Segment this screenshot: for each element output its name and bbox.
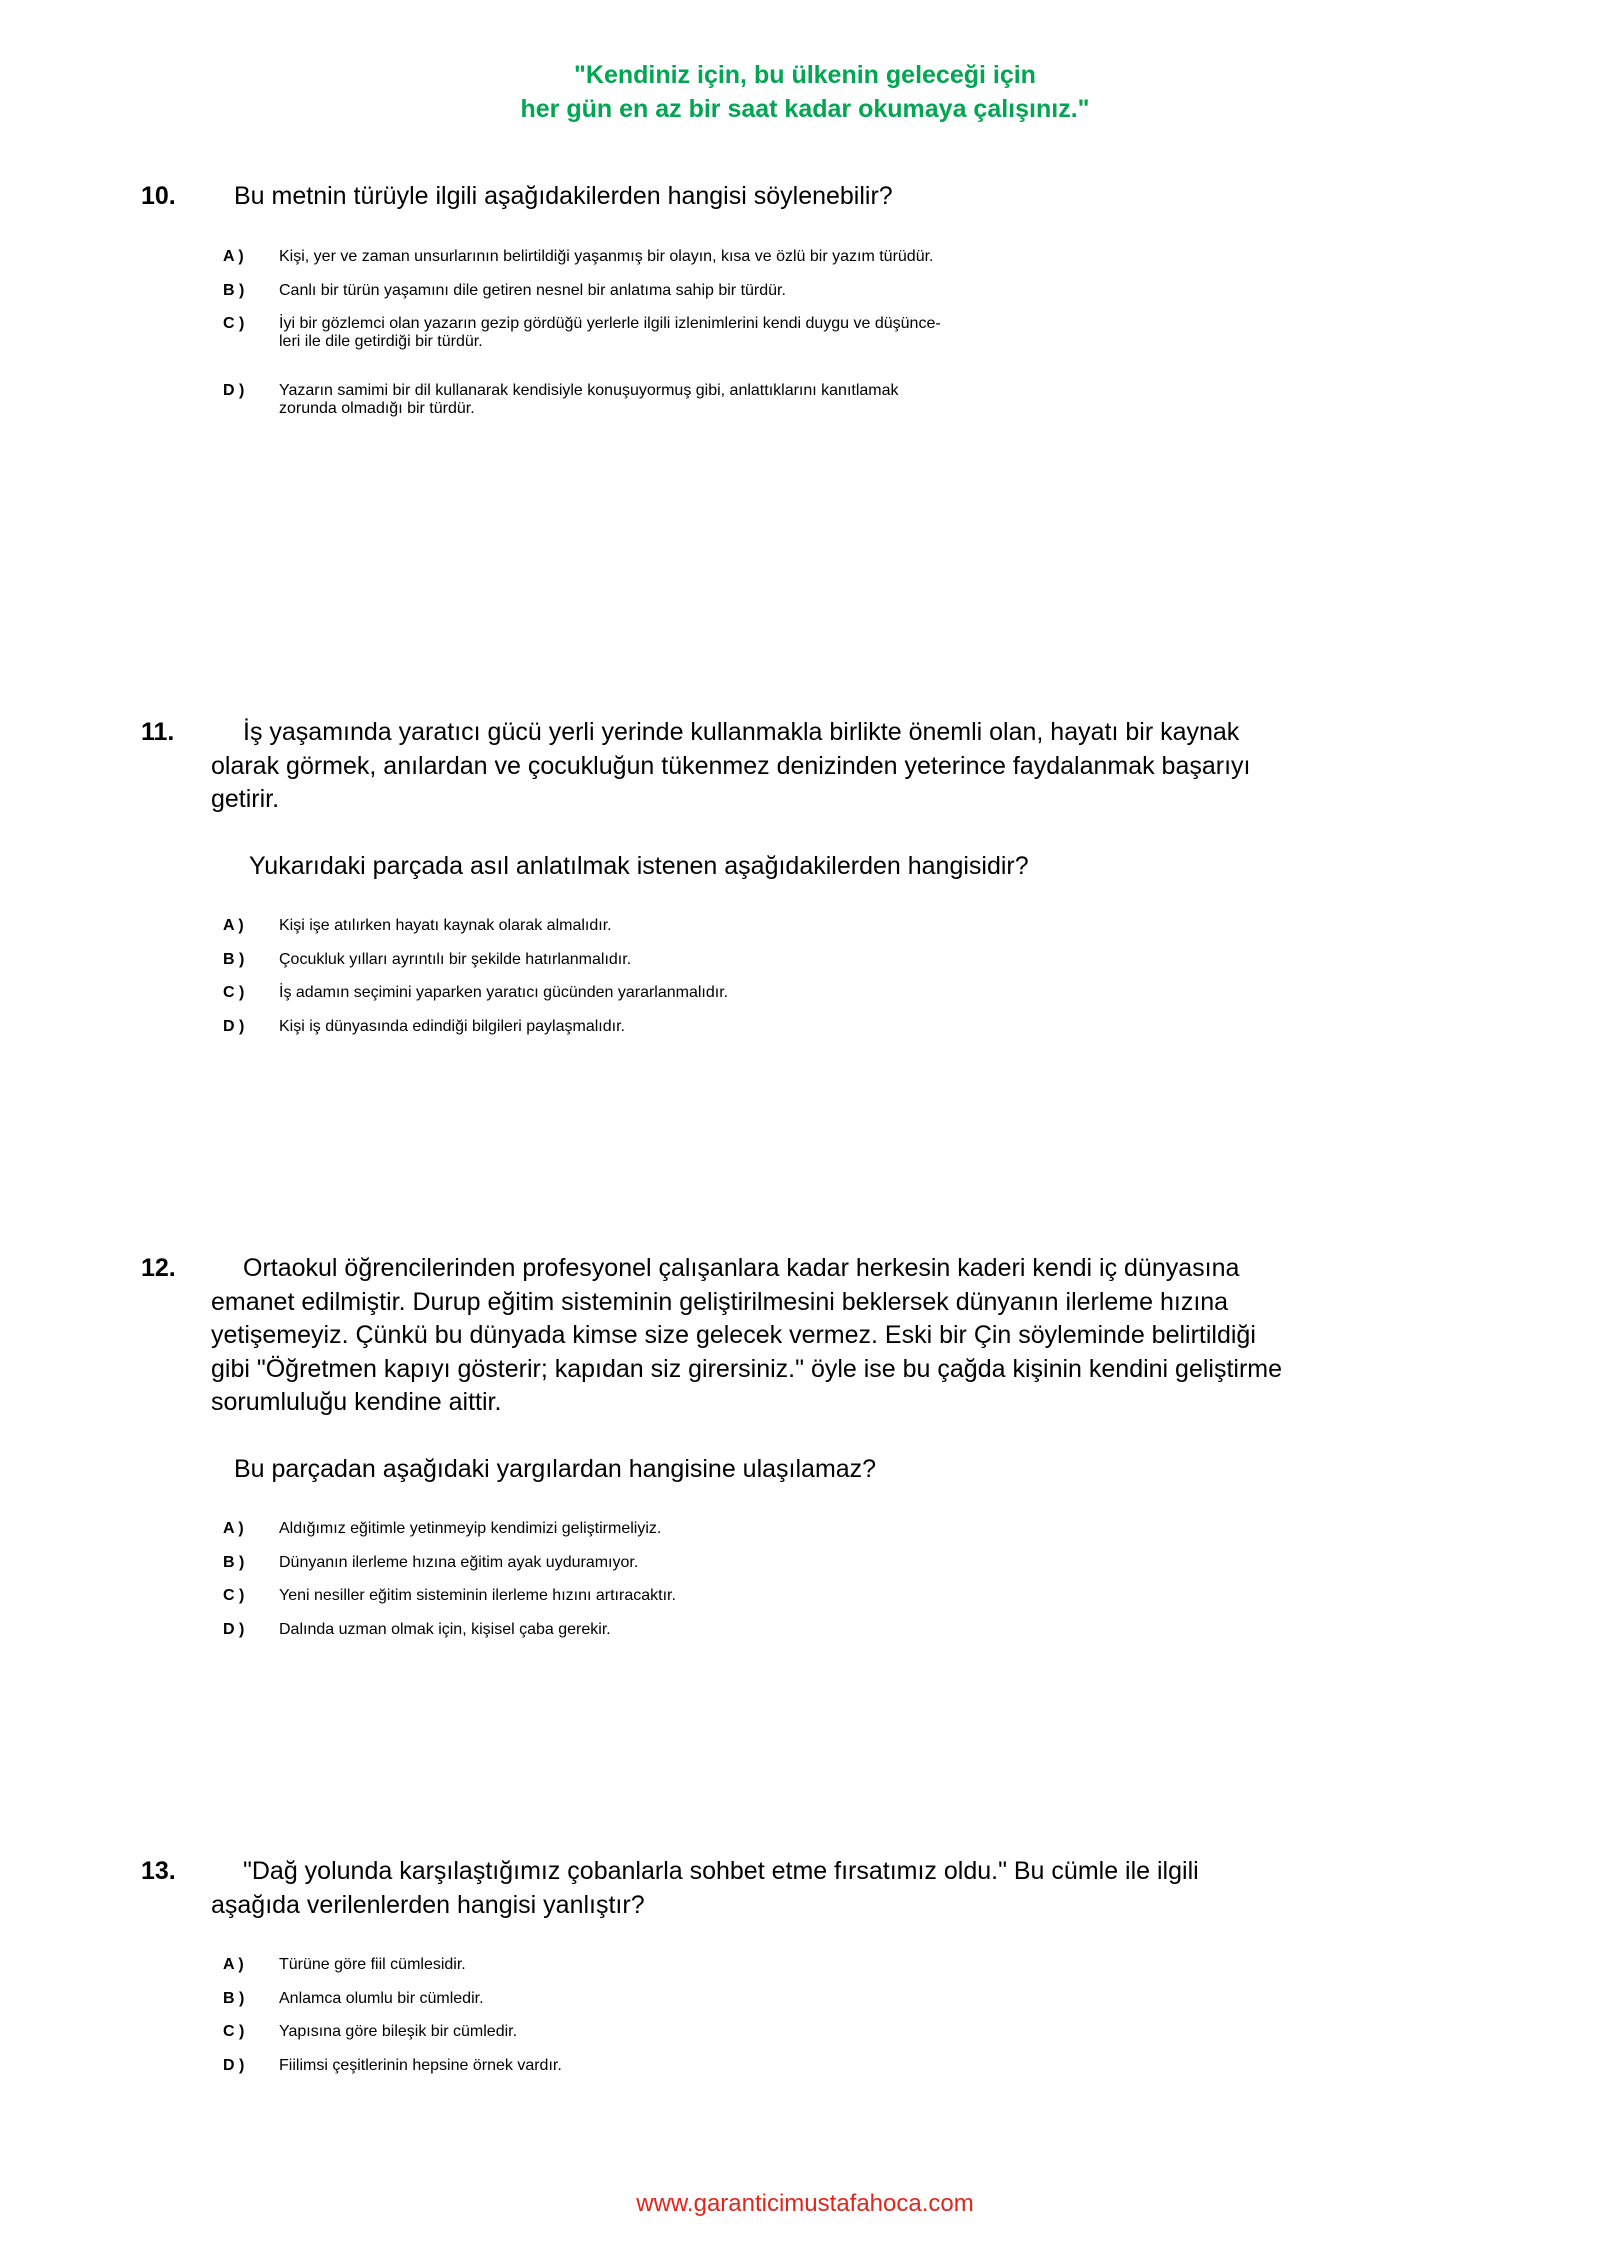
header-quote bbox=[0, 58, 1600, 126]
header-quote-line-1: "Kendiniz için, bu ülkenin geleceği için bbox=[574, 61, 1036, 89]
question-text-line: sorumluluğu kendine aittir. bbox=[211, 1388, 502, 1417]
option-d[interactable] bbox=[0, 382, 1600, 449]
question-number: 12. bbox=[141, 1254, 176, 1282]
option-text-line: İyi bir gözlemci olan yazarın gezip gördüğü yerlerle ilgili izlenimlerini kendi duygu ve düşünce- bbox=[279, 315, 941, 333]
question-text-line: aşağıda verilenlerden hangisi yanlıştır? bbox=[211, 1890, 645, 1919]
option-text: Kişi iş dünyasında edindiği bilgileri paylaşmalıdır. bbox=[279, 1017, 625, 1035]
option-d[interactable] bbox=[0, 1621, 1600, 1655]
option-text: Canlı bir türün yaşamını dile getiren nesnel bir anlatıma sahip bir türdür. bbox=[279, 281, 786, 299]
option-text: Kişi işe atılırken hayatı kaynak olarak almalıdır. bbox=[279, 917, 612, 934]
question-text-line: getirir. bbox=[211, 785, 280, 814]
option-d[interactable] bbox=[0, 2057, 1600, 2091]
option-a[interactable] bbox=[0, 1956, 1600, 1990]
question-text-line: yetişemeyiz. Çünkü bu dünyada kimse size gelecek vermez. Eski bir Çin söyleminde belirtildiği bbox=[211, 1321, 1256, 1350]
option-b[interactable] bbox=[0, 1990, 1600, 2024]
option-text-line: zorunda olmadığı bir türdür. bbox=[279, 400, 475, 418]
option-b[interactable] bbox=[0, 951, 1600, 985]
option-letter: A ) bbox=[223, 917, 244, 934]
option-text bbox=[279, 382, 899, 418]
options-11 bbox=[0, 917, 1600, 1051]
option-letter: B ) bbox=[223, 1989, 245, 2007]
question-number: 13. bbox=[141, 1857, 176, 1885]
options-10 bbox=[0, 248, 1600, 450]
question-number: 10. bbox=[141, 182, 176, 210]
option-letter: B ) bbox=[223, 950, 245, 968]
question-text bbox=[211, 1855, 1199, 1922]
question-text bbox=[234, 180, 893, 214]
question-text-line: gibi "Öğretmen kapıyı gösterir; kapıdan siz girersiniz." öyle ise bu çağda kişinin kendini geliştirme bbox=[211, 1354, 1283, 1383]
question-text-line: Bu metnin türüyle ilgili aşağıdakilerden hangisi söylenebilir? bbox=[234, 182, 893, 210]
question-text-line: emanet edilmiştir. Durup eğitim sisteminin geliştirilmesini beklersek dünyanın ilerleme hızına bbox=[211, 1287, 1229, 1316]
option-letter: C ) bbox=[223, 984, 245, 1002]
question-prompt: Bu parçadan aşağıdaki yargılardan hangisine ulaşılamaz? bbox=[234, 1455, 877, 1483]
option-letter: C ) bbox=[223, 2023, 245, 2041]
option-text-line: leri ile dile getirdiği bir türdür. bbox=[279, 333, 483, 351]
option-c[interactable] bbox=[0, 2023, 1600, 2057]
question-prompt: Yukarıdaki parçada asıl anlatılmak istenen aşağıdakilerden hangisidir? bbox=[249, 852, 1029, 880]
question-text-line: olarak görmek, anılardan ve çocukluğun tükenmez denizinden yeterince faydalanmak başarıyı bbox=[211, 751, 1251, 780]
header-quote-line-2: her gün en az bir saat kadar okumaya çalışınız." bbox=[520, 95, 1090, 123]
options-13 bbox=[0, 1956, 1600, 2090]
option-letter: A ) bbox=[223, 248, 244, 265]
option-letter: D ) bbox=[223, 2056, 245, 2074]
option-a[interactable] bbox=[0, 917, 1600, 951]
option-d[interactable] bbox=[0, 1018, 1600, 1052]
option-text: Yeni nesiller eğitim sisteminin ilerleme hızını artıracaktır. bbox=[279, 1587, 676, 1605]
option-text: Fiilimsi çeşitlerinin hepsine örnek vardır. bbox=[279, 2056, 562, 2074]
option-letter: B ) bbox=[223, 281, 245, 299]
option-a[interactable] bbox=[0, 1520, 1600, 1554]
option-b[interactable] bbox=[0, 1554, 1600, 1588]
option-text: Çocukluk yılları ayrıntılı bir şekilde hatırlanmalıdır. bbox=[279, 950, 632, 968]
option-text bbox=[279, 315, 941, 351]
option-text: Dalında uzman olmak için, kişisel çaba gerekir. bbox=[279, 1620, 611, 1638]
option-text: Türüne göre fiil cümlesidir. bbox=[279, 1956, 466, 1973]
option-letter: A ) bbox=[223, 1520, 244, 1537]
option-letter: D ) bbox=[223, 1620, 245, 1638]
option-a[interactable] bbox=[0, 248, 1600, 282]
option-letter: D ) bbox=[223, 1017, 245, 1035]
option-letter: A ) bbox=[223, 1956, 244, 1973]
question-text-line: "Dağ yolunda karşılaştığımız çobanlarla sohbet etme fırsatımız oldu." Bu cümle ile ilgili bbox=[243, 1857, 1199, 1885]
option-text-line: Yazarın samimi bir dil kullanarak kendisiyle konuşuyormuş gibi, anlattıklarını kanıtlamak bbox=[279, 382, 899, 400]
option-text: Dünyanın ilerleme hızına eğitim ayak uyduramıyor. bbox=[279, 1553, 639, 1571]
option-text: İş adamın seçimini yaparken yaratıcı gücünden yararlanmalıdır. bbox=[279, 984, 729, 1002]
footer-website-link[interactable]: www.garanticimustafahoca.com bbox=[636, 2190, 974, 2217]
option-letter: C ) bbox=[223, 1587, 245, 1605]
question-text bbox=[211, 1252, 1282, 1420]
option-c[interactable] bbox=[0, 984, 1600, 1018]
option-text: Yapısına göre bileşik bir cümledir. bbox=[279, 2023, 518, 2041]
question-text-line: Ortaokul öğrencilerinden profesyonel çalışanlara kadar herkesin kaderi kendi iç dünyasına bbox=[243, 1254, 1240, 1282]
options-12 bbox=[0, 1520, 1600, 1654]
question-text-line: İş yaşamında yaratıcı gücü yerli yerinde kullanmakla birlikte önemli olan, hayatı bir kaynak bbox=[243, 718, 1240, 746]
option-c[interactable] bbox=[0, 1587, 1600, 1621]
question-text bbox=[211, 716, 1250, 817]
option-c[interactable] bbox=[0, 315, 1600, 382]
question-number: 11. bbox=[141, 718, 175, 746]
option-text: Kişi, yer ve zaman unsurlarının belirtildiği yaşanmış bir olayın, kısa ve özlü bir yazım türüdür. bbox=[279, 248, 934, 265]
option-text: Anlamca olumlu bir cümledir. bbox=[279, 1989, 484, 2007]
option-letter: C ) bbox=[223, 315, 245, 333]
option-letter: D ) bbox=[223, 382, 245, 400]
option-letter: B ) bbox=[223, 1553, 245, 1571]
option-b[interactable] bbox=[0, 282, 1600, 316]
option-text: Aldığımız eğitimle yetinmeyip kendimizi geliştirmeliyiz. bbox=[279, 1520, 662, 1537]
